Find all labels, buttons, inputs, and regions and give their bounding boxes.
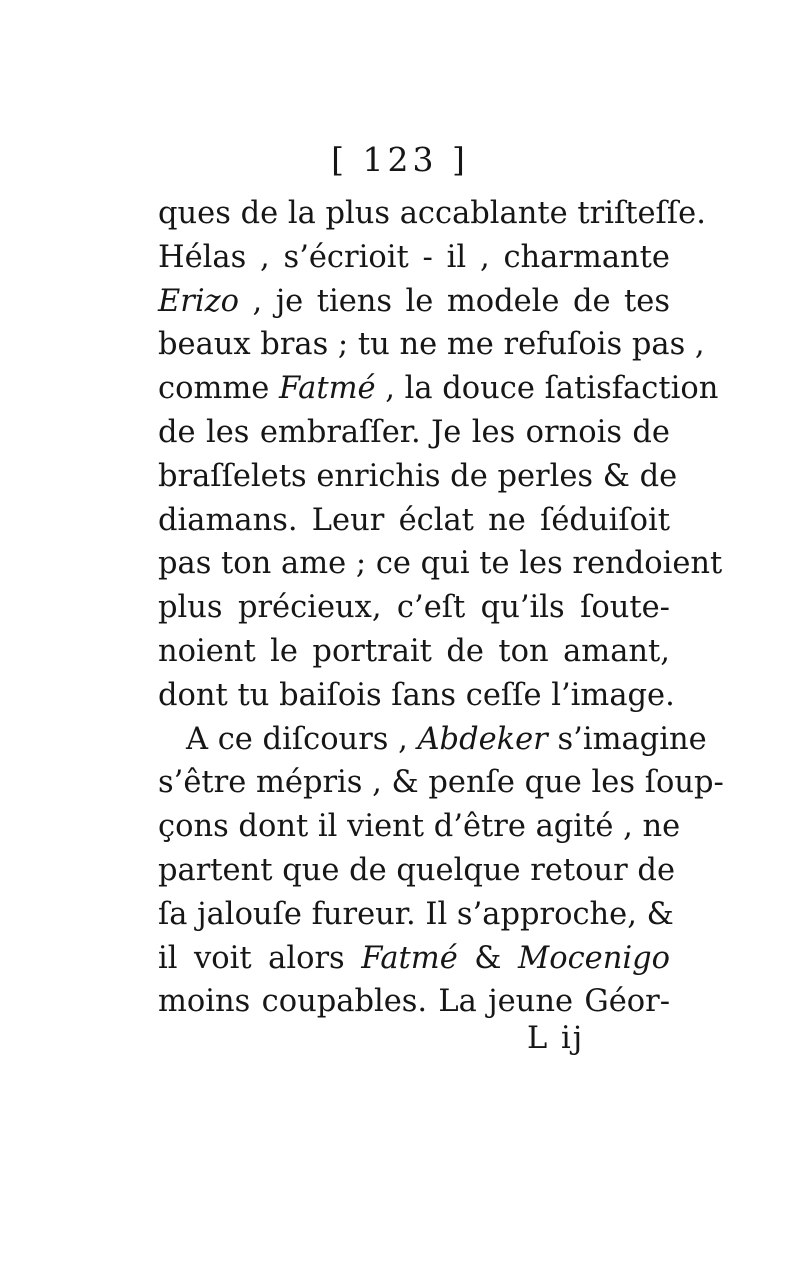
text-line: [158, 367, 719, 411]
text-segment: ſa jalouſe fureur. Il s’approche, &: [158, 896, 674, 932]
text-segment: comme: [158, 371, 280, 407]
text-segment: braſſelets enrichis de perles & de: [158, 458, 678, 494]
text-line: [158, 761, 724, 805]
body-text: [158, 192, 724, 1024]
italic-name: Abdeker: [417, 721, 548, 757]
text-segment: A ce diſcours ,: [186, 721, 418, 757]
italic-name: Erizo: [158, 283, 240, 319]
text-line: [158, 630, 670, 674]
text-segment: , je tiens le modele de tes: [239, 283, 670, 319]
text-line: [158, 718, 707, 762]
text-line: [158, 542, 723, 586]
text-line: [158, 455, 678, 499]
text-segment: de les embraſſer. Je les ornois de: [158, 414, 670, 450]
text-segment: beaux bras ; tu ne me refuſois pas ,: [158, 327, 705, 363]
text-segment: Hélas , s’écrioit - il , charmante: [158, 239, 670, 275]
page-number: [ 123 ]: [331, 140, 469, 179]
text-segment: ques de la plus accablante triſteſſe.: [158, 196, 706, 231]
text-segment: partent que de quelque retour de: [158, 852, 675, 888]
italic-name: Fatmé: [361, 940, 458, 976]
text-line: [158, 674, 675, 718]
text-segment: plus précieux, c’eſt qu’ils ſoute-: [158, 590, 670, 626]
text-segment: il voit alors: [158, 940, 362, 976]
text-segment: dont tu baiſois ſans ceſſe l’image.: [158, 677, 675, 713]
signature-mark: L ij: [527, 1021, 585, 1056]
text-segment: noient le portrait de ton amant,: [158, 633, 670, 669]
text-line: [158, 411, 670, 455]
text-line: [158, 192, 706, 236]
text-line: [158, 323, 705, 367]
text-line: [158, 849, 675, 893]
text-segment: çons dont il vient d’être agité , ne: [158, 809, 681, 845]
text-line: [158, 980, 670, 1024]
text-line: [158, 280, 670, 324]
italic-name: Mocenigo: [517, 940, 670, 976]
text-segment: s’imagine: [547, 721, 707, 757]
text-segment: diamans. Leur éclat ne ſéduiſoit: [158, 502, 670, 538]
text-segment: moins coupables. La jeune Géor-: [158, 984, 670, 1020]
text-segment: &: [457, 940, 518, 976]
text-segment: pas ton ame ; ce qui te les rendoient: [158, 546, 723, 582]
text-segment: s’être mépris , & penſe que les ſoup-: [158, 765, 724, 801]
text-line: [158, 586, 670, 630]
text-segment: , la douce ſatisfaction: [375, 371, 719, 407]
text-line: [158, 499, 670, 543]
text-line: [158, 805, 681, 849]
text-line: [158, 893, 674, 937]
text-line: [158, 236, 670, 280]
text-line: [158, 937, 670, 981]
italic-name: Fatmé: [279, 371, 376, 407]
